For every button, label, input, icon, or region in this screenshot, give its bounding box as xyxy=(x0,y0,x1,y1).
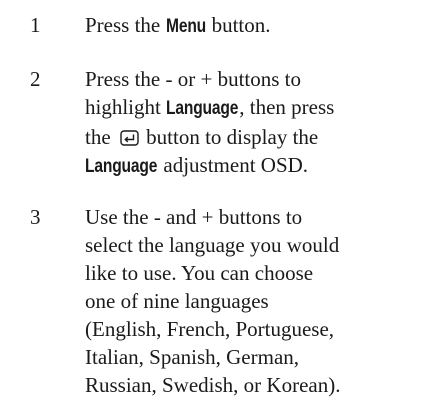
text-line: Press the - or + buttons to xyxy=(85,67,301,91)
text-line xyxy=(85,93,425,123)
text: button. xyxy=(206,13,271,37)
text-line xyxy=(85,151,425,181)
step-number: 1 xyxy=(30,13,41,37)
text: Press the xyxy=(85,13,166,37)
text: highlight xyxy=(85,95,167,119)
text-line: Italian, Spanish, German, xyxy=(85,345,300,369)
text-line: Russian, Swedish, or Korean). xyxy=(85,373,341,397)
step-number: 2 xyxy=(30,67,41,91)
text: , then press xyxy=(239,95,335,119)
text-line: one of nine languages xyxy=(85,289,269,313)
step-text xyxy=(85,65,425,181)
text-line: (English, French, Portuguese, xyxy=(85,317,335,341)
language-keyword: Language xyxy=(166,98,239,119)
language-keyword: Language xyxy=(85,156,158,177)
step-text xyxy=(85,11,425,41)
menu-keyword: Menu xyxy=(165,16,206,37)
text-line: like to use. You can choose xyxy=(85,261,314,285)
text-line xyxy=(85,123,425,151)
text: button to display the xyxy=(140,125,319,149)
text-line: select the language you would xyxy=(85,233,340,257)
step-number: 3 xyxy=(30,205,41,229)
text: adjustment OSD. xyxy=(158,153,309,177)
text-line: Use the - and + buttons to xyxy=(85,205,303,229)
step-text xyxy=(85,203,425,399)
enter-button-icon xyxy=(120,130,139,146)
text: the xyxy=(85,125,116,149)
